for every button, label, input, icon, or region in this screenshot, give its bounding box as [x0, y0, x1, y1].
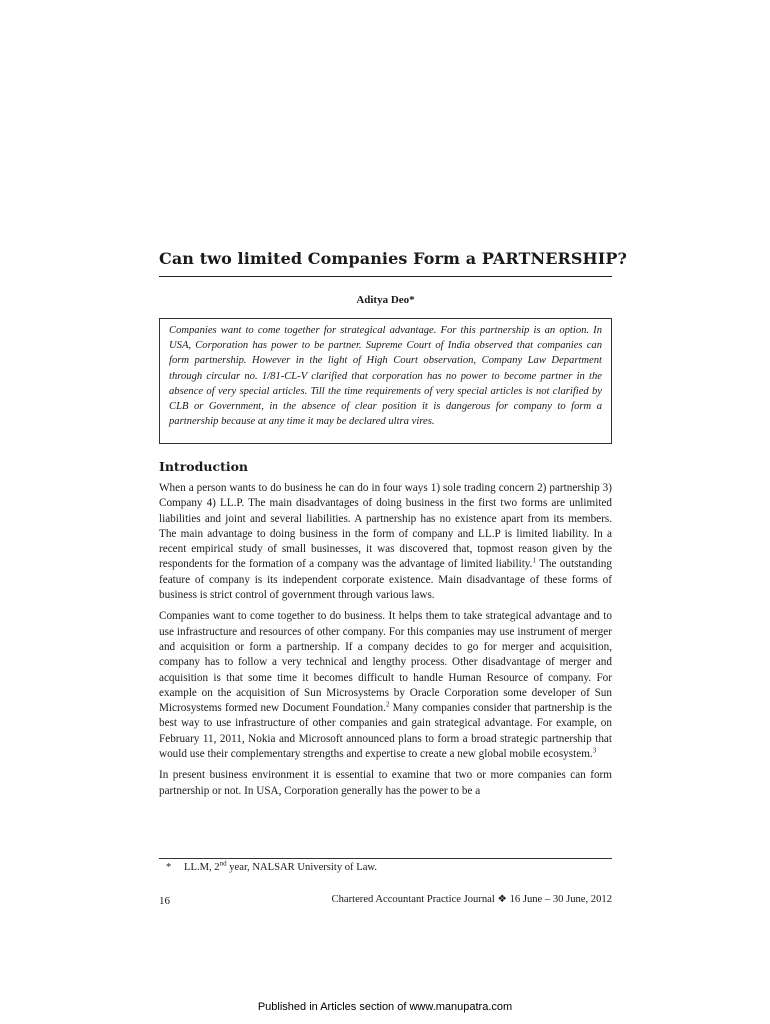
published-notice: Published in Articles section of www.manupatra.com [257, 1001, 513, 1013]
abstract-text: Companies want to come together for strategical advantage. For this partnership is an option. In USA, Corporation has power to be partner. Supreme Court of India observed that companies can form partnership. However in the light of High Court observation, Company Law Department through circular no. 1/81-CL-V clarified that corporation has no power to become partner in the absence of very special articles. Till the time requirements of very special articles is not clarified by CLB or Government, in the absence of clear position it is dangerous for company to form a partnership because at any time it may be declared ultra vires. [169, 325, 602, 428]
paragraph-1: When a person wants to do business he can do in four ways 1) sole trading concern 2) partnership 3) Company 4) LL.P. The main disadvantages of doing business in the first two forms are unlimited liabilities and joint and several liabilities. A partnership has no existence apart from its members. The main advantage to doing business in the form of company and LL.P is limited liability. In a recent empirical study of small businesses, it was discovered that, topmost reason given by the respondents for the formation of a company was the advantage of limited liability.$^1$ The outstanding feature of company is its independent corporate existence. Main disadvantage of these forms of business is strict control of government through various laws. [159, 482, 612, 602]
footnote-ref-2: 2 [385, 700, 390, 709]
footnote-ref-3: 3 [592, 746, 597, 755]
journal-footer: Chartered Accountant Practice Journal ❖ 16 June – 30 June, 2012 [331, 894, 612, 905]
footnote-mark: * [166, 862, 172, 873]
abstract-box [159, 318, 612, 444]
article-title: Can two limited Companies Form a PARTNERSHIP? [159, 249, 627, 268]
author-name: Aditya Deo* [356, 294, 415, 306]
footnote: * LL.M, 2nd year, NALSAR University of Law. [166, 859, 378, 873]
title-underline [159, 276, 612, 277]
paragraph-2: Companies want to come together to do business. It helps them to take strategical advantage and to use infrastructure and resources of other company. For this companies may use instrument of merger and acquisition or form a partnership. If a company decides to go for merger and acquisition, company has to follow a very technical and lengthy process. Other disadvantage of merger and acquisition is that some time it becomes difficult to handle Human Resource of company. For example on the acquisition of Sun Microsystems by Oracle Corporation some developer of Sun Microsystems formed new Document Foundation.$^2$ Many companies consider that partnership is the best way to use infrastructure of other companies and gain strategical advantage. For example, on February 11, 2011, Nokia and Microsoft announced plans to form a broad strategic partnership that would use their complementary strengths and expertise to create a new global mobile ecosystem.$^3$ [159, 610, 612, 761]
page-number: 16 [159, 895, 170, 907]
body-text [159, 481, 612, 805]
section-heading-introduction: Introduction [159, 459, 249, 474]
paragraph-3: In present business environment it is essential to examine that two or more companies can form partnership or not. In USA, Corporation generally has the power to be a [159, 769, 612, 797]
footnote-ref-1: 1 [532, 556, 536, 565]
